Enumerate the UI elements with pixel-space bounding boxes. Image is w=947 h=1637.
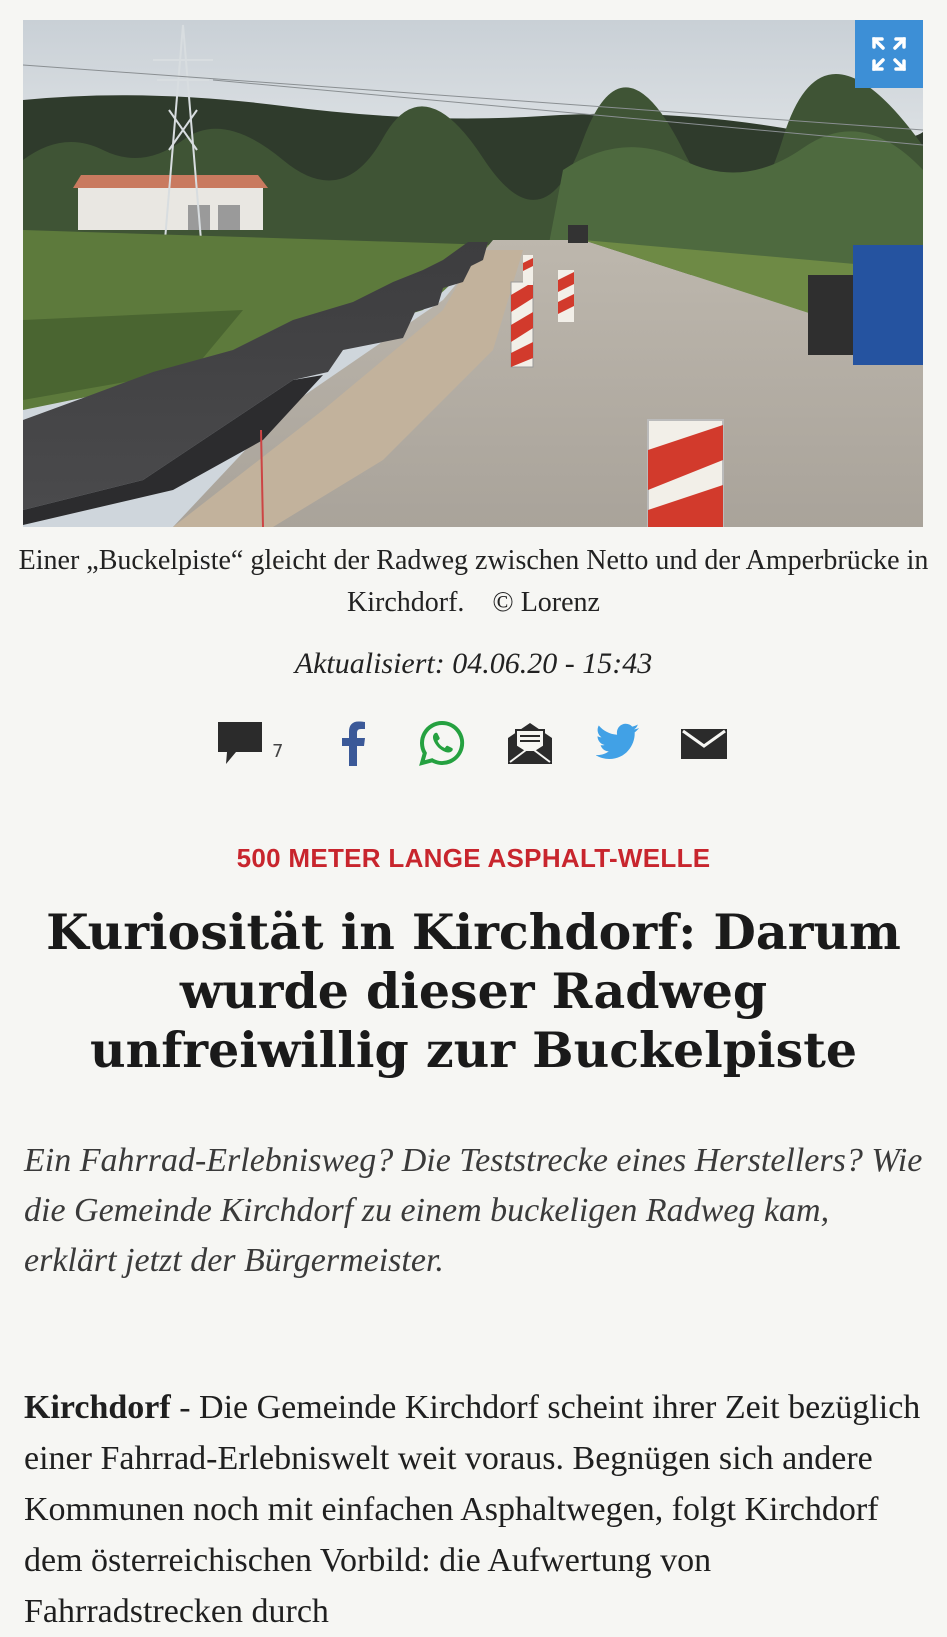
expand-icon xyxy=(869,34,909,74)
newsletter-icon xyxy=(506,720,554,766)
comment-icon xyxy=(216,720,264,766)
comment-count: 7 xyxy=(272,741,284,762)
whatsapp-icon xyxy=(419,720,465,766)
facebook-share-button[interactable] xyxy=(338,715,368,770)
article-headline: Kuriosität in Kirchdorf: Darum wurde dieser Radweg unfreiwillig zur Buckelpiste xyxy=(46,903,901,1079)
hero-image[interactable] xyxy=(23,20,923,527)
expand-button[interactable] xyxy=(855,20,923,88)
twitter-share-button[interactable] xyxy=(596,715,640,770)
comments-button[interactable] xyxy=(216,715,283,770)
image-caption xyxy=(10,540,937,624)
hero-photo xyxy=(23,20,923,527)
share-bar xyxy=(0,715,947,770)
twitter-icon xyxy=(596,723,640,763)
mail-share-button[interactable] xyxy=(680,715,728,770)
mail-icon xyxy=(680,726,728,760)
article-kicker: 500 METER LANGE ASPHALT-WELLE xyxy=(236,843,711,873)
newsletter-share-button[interactable] xyxy=(506,715,554,770)
caption-credit: © Lorenz xyxy=(492,587,600,618)
article-body xyxy=(24,1382,929,1637)
article-dateline: Kirchdorf xyxy=(24,1389,171,1426)
article-body-text: - Die Gemeinde Kirchdorf scheint ihrer Zeit bezüglich einer Fahrrad-Erlebniswelt weit voraus. Begnügen sich andere Kommunen noch mit einfachen Asphaltwegen, folgt Kirchdorf dem österreichischen Vorbild: die Aufwertung von Fahrradstrecken durch xyxy=(24,1389,921,1630)
whatsapp-share-button[interactable] xyxy=(419,715,465,770)
facebook-icon xyxy=(338,720,368,766)
caption-text: Einer „Buckelpiste“ gleicht der Radweg zwischen Netto und der Amperbrücke in Kirchdorf. xyxy=(18,545,929,618)
article-lead: Ein Fahrrad-Erlebnisweg? Die Teststrecke eines Herstellers? Wie die Gemeinde Kirchdorf zu einem buckeligen Radweg kam, erklärt jetzt der Bürgermeister. xyxy=(24,1142,923,1279)
updated-timestamp: Aktualisiert: 04.06.20 - 15:43 xyxy=(294,647,653,680)
